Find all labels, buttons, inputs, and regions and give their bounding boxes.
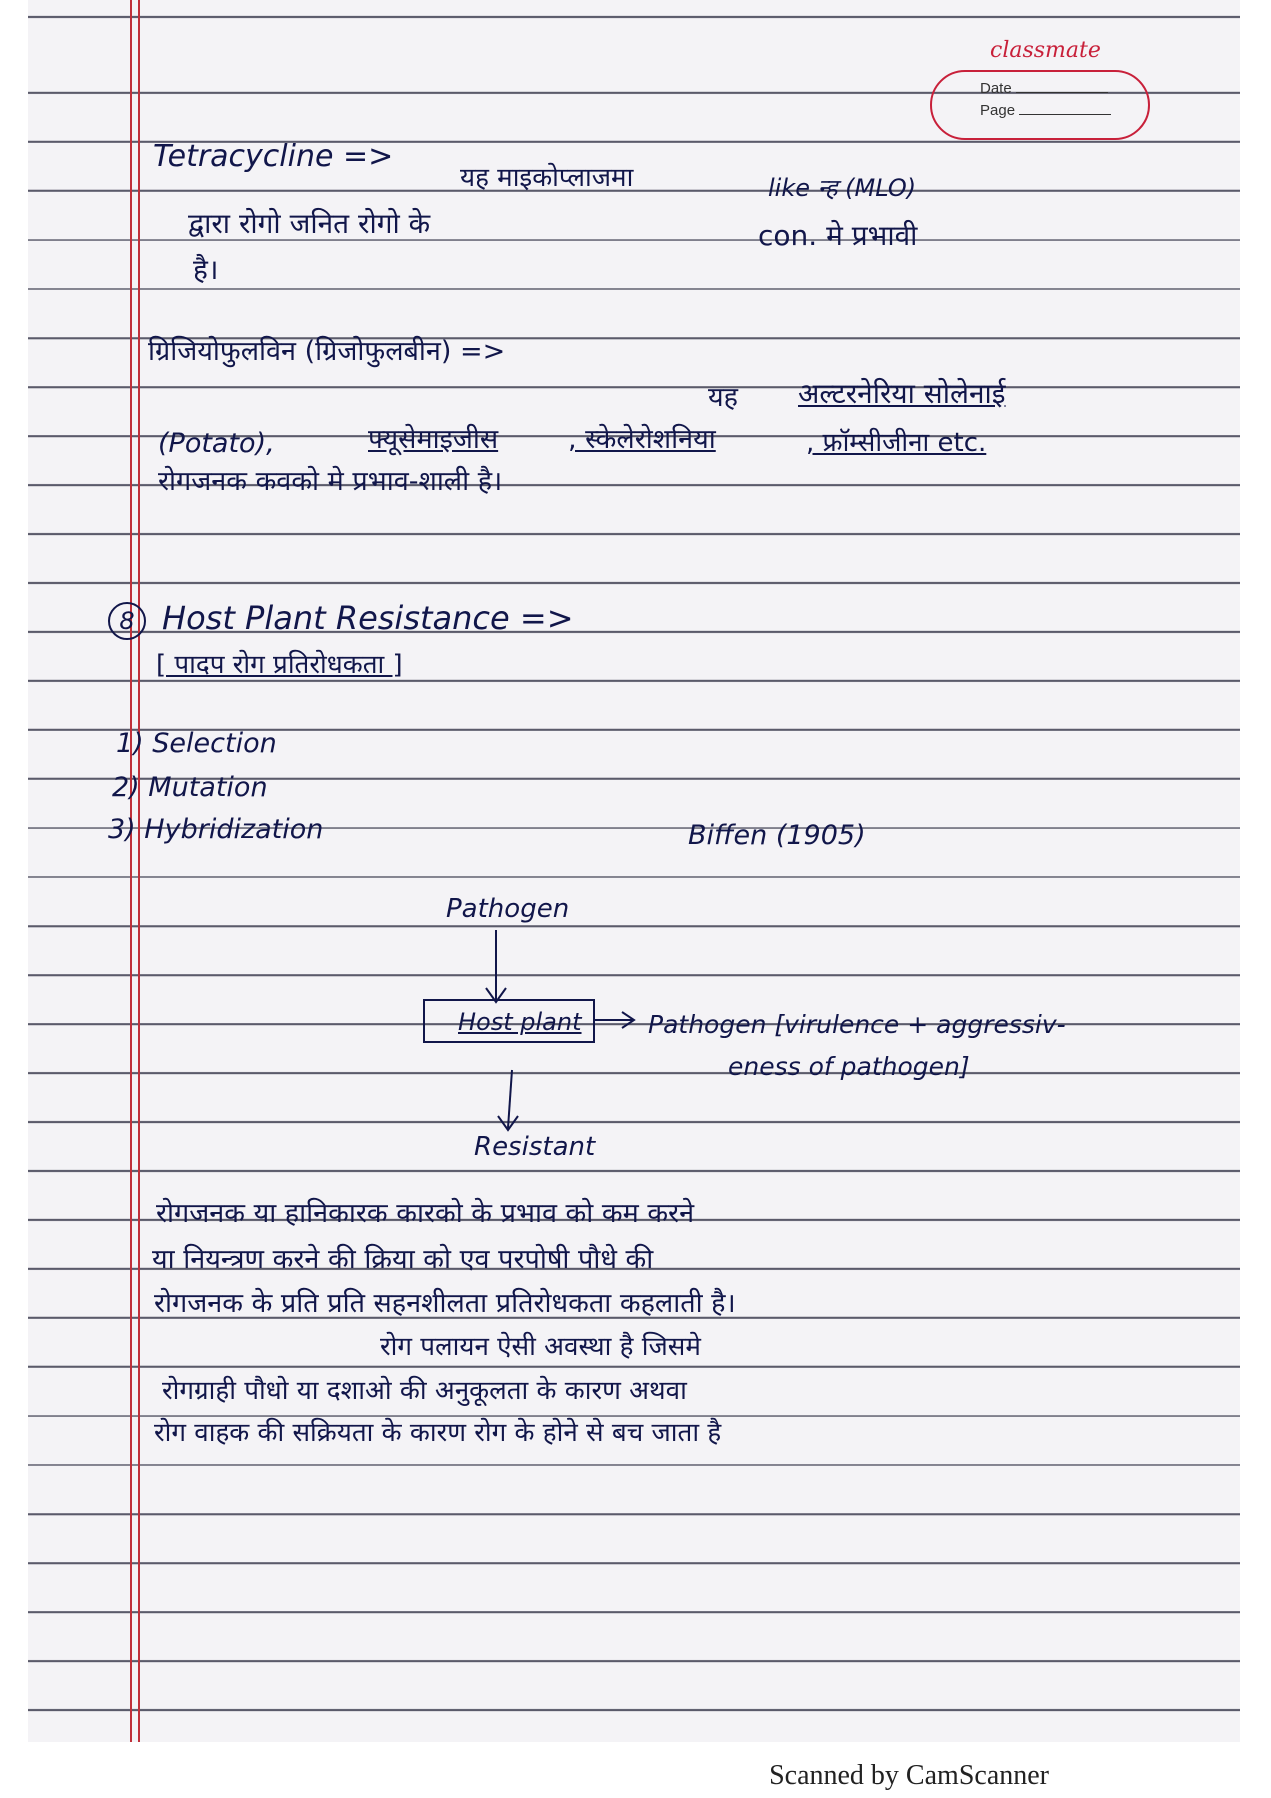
text-line: द्वारा रोगो जनित रोगो के: [188, 207, 431, 240]
diagram-pathogen-right: Pathogen [virulence + aggressiv-: [648, 1010, 1066, 1039]
tetracycline-heading: Tetracycline =>: [153, 139, 394, 174]
section-title: Host Plant Resistance =>: [162, 599, 574, 637]
resistance-diagram: [28, 0, 1240, 1742]
logo-brand: classmate: [990, 38, 1101, 63]
paragraph-line: रोगजनक या हानिकारक कारको के प्रभाव को कम करने: [156, 1198, 695, 1229]
text-line: like न्ह (MLO): [768, 174, 917, 202]
paragraph-line: रोग पलायन ऐसी अवस्था है जिसमे: [380, 1332, 701, 1362]
diagram-pathogen-right-cont: eness of pathogen]: [728, 1052, 970, 1081]
text-line: con. मे प्रभावी: [758, 219, 918, 252]
paragraph-line: रोगग्राही पौधो या दशाओ की अनुकूलता के कारण अथवा: [162, 1376, 687, 1406]
diagram-resistant: Resistant: [474, 1132, 596, 1162]
list-item: 1) Selection: [116, 728, 277, 759]
list-item: 3) Hybridization: [108, 814, 324, 845]
paragraph-line: रोग वाहक की सक्रियता के कारण रोग के होने से बच जाता है: [154, 1418, 722, 1448]
text-line: है।: [193, 253, 219, 286]
text-line: , स्केलेरोशनिया: [568, 424, 716, 455]
text-line: फ्यूसेमाइजीस: [368, 424, 499, 455]
section-number: 8: [108, 602, 146, 640]
text-line: रोगजनक कवको मे प्रभाव-शाली है।: [158, 466, 503, 497]
diagram-pathogen-top: Pathogen: [446, 894, 570, 924]
griseofulvin-heading: ग्रिजियोफुलविन (ग्रिजोफुलबीन) =>: [148, 336, 506, 367]
list-item: 2) Mutation: [112, 772, 268, 803]
text-line: (Potato),: [158, 428, 275, 459]
section-subtitle: [ पादप रोग प्रतिरोधकता ]: [156, 650, 403, 680]
text-line: अल्टरनेरिया सोलेनाई: [798, 377, 1006, 410]
date-label: Date: [980, 80, 1012, 97]
page-label: Page: [980, 102, 1016, 119]
text-line: , फ्रॉम्सीजीना etc.: [806, 428, 987, 458]
biffen-note: Biffen (1905): [688, 820, 866, 851]
diagram-host-plant: Host plant: [458, 1008, 582, 1036]
paragraph-line: रोगजनक के प्रति प्रति सहनशीलता प्रतिरोधकता कहलाती है।: [154, 1288, 736, 1319]
text-line: यह माइकोप्लाजमा: [460, 163, 634, 193]
scanner-footer: Scanned by CamScanner: [769, 1760, 1049, 1791]
text-line: यह: [708, 382, 738, 413]
notebook-page: [28, 0, 1240, 1742]
paragraph-line: या नियन्त्रण करने की क्रिया को एव परपोषी पौधे की: [152, 1244, 654, 1275]
